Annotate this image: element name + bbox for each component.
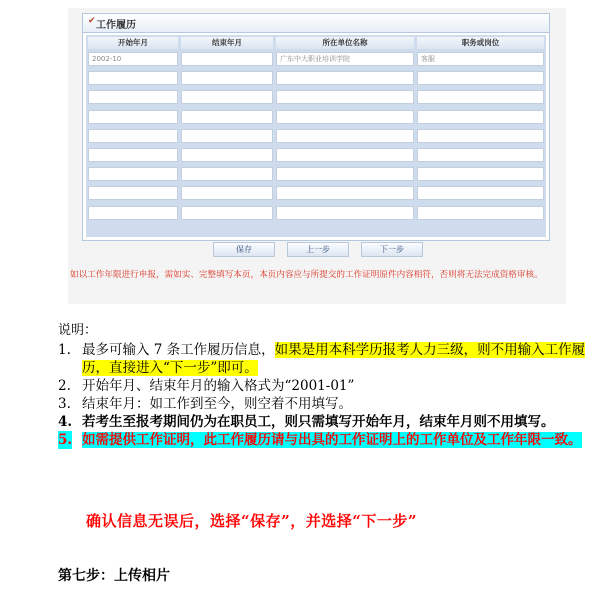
end-month-input[interactable] [181,148,273,162]
panel-title-bar [83,14,549,33]
end-month-input[interactable] [181,52,273,66]
confirm-instruction: 确认信息无误后，选择“保存”，并选择“下一步” [86,512,418,530]
position-input[interactable] [417,167,544,181]
note-number: 3. [58,396,71,412]
end-month-input[interactable] [181,90,273,104]
position-input[interactable] [417,206,544,220]
position-input[interactable] [417,148,544,162]
work-history-table [86,35,546,237]
panel-title: 工作履历 [96,20,136,31]
highlighted-note-text: 如果是用本科学历报考人力三级，则不用输入工作履历，直接进入“下一步”即可。 [82,342,586,376]
note-number: 4. [58,414,73,430]
notes-heading: 说明： [58,323,98,338]
next-step-heading: 第七步：上传相片 [58,568,170,584]
save-button[interactable]: 保存 [213,242,275,257]
start-month-input[interactable] [88,167,178,181]
end-month-input[interactable] [181,186,273,200]
note-item-5 [58,431,588,449]
end-month-input[interactable] [181,129,273,143]
start-month-input[interactable]: 2002-10 [88,52,178,66]
note-number: 5. [58,432,73,448]
end-month-input[interactable] [181,71,273,85]
note-text: 如需提供工作证明，此工作履历请与出具的工作证明上的工作单位及工作年限一致。 [82,432,582,448]
note-number: 2. [58,378,71,394]
note-text: 若考生至报考期间仍为在职员工，则只需填写开始年月，结束年月则不用填写。 [82,414,555,430]
work-history-form-screenshot [68,8,566,304]
note-text: 开始年月、结束年月的输入格式为“2001-01” [82,378,355,394]
column-header-employer: 所在单位名称 [276,37,414,49]
start-month-input[interactable] [88,186,178,200]
end-month-input[interactable] [181,167,273,181]
note-item-4 [58,413,588,431]
employer-input[interactable]: 广东中大职业培训学院 [276,52,414,66]
position-input[interactable] [417,110,544,124]
column-header-start: 开始年月 [88,37,178,49]
position-input[interactable] [417,129,544,143]
next-step-button[interactable]: 下一步 [361,242,423,257]
note-text: 最多可输入 7 条工作履历信息， [82,342,275,358]
work-history-panel [82,13,550,241]
employer-input[interactable] [276,148,414,162]
note-item-2 [58,377,588,395]
employer-input[interactable] [276,71,414,85]
position-input[interactable] [417,90,544,104]
start-month-input[interactable] [88,71,178,85]
note-number: 1. [58,342,71,358]
start-month-input[interactable] [88,129,178,143]
employer-input[interactable] [276,90,414,104]
end-month-input[interactable] [181,206,273,220]
start-month-input[interactable] [88,90,178,104]
column-header-position: 职务或岗位 [417,37,544,49]
notes-list [58,341,588,449]
end-month-input[interactable] [181,110,273,124]
employer-input[interactable] [276,129,414,143]
warning-text: 如以工作年限进行申报，需如实、完整填写本页，本页内容应与所提交的工作证明原件内容相符，否则将无法完成资格审核。 [70,270,543,280]
note-item-3 [58,395,588,413]
employer-input[interactable] [276,206,414,220]
position-input[interactable] [417,186,544,200]
note-item-1 [58,341,588,377]
employer-input[interactable] [276,186,414,200]
start-month-input[interactable] [88,206,178,220]
start-month-input[interactable] [88,110,178,124]
position-input[interactable]: 客服 [417,52,544,66]
start-month-input[interactable] [88,148,178,162]
employer-input[interactable] [276,167,414,181]
note-text: 结束年月：如工作到至今，则空着不用填写。 [82,396,352,412]
check-mark-icon: ✔ [88,16,96,26]
prev-step-button[interactable]: 上一步 [287,242,349,257]
employer-input[interactable] [276,110,414,124]
column-header-end: 结束年月 [181,37,273,49]
position-input[interactable] [417,71,544,85]
